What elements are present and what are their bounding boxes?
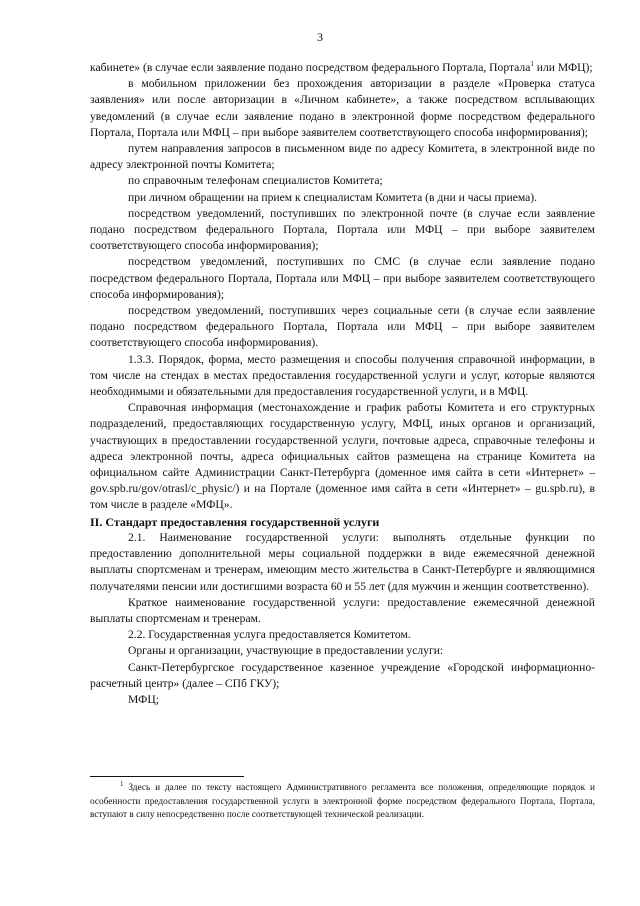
footnote-ref[interactable]: 1: [530, 60, 534, 69]
page-number: 3: [317, 30, 323, 44]
paragraph-2: в мобильном приложении без прохождения авторизации в разделе «Проверка статуса заявления» или после авторизации в «Личном кабинете», а также посредством всплывающих уведомлений (в случае если заявление подано в электронной форме посредством федерального Портала, Портала или МФЦ – при выборе заявителем соответствующего способа информирования);: [90, 77, 595, 139]
paragraph-7: посредством уведомлений, поступивших по СМС (в случае если заявление подано посредством федерального Портала, Портала или МФЦ – при выборе заявителем соответствующего способа информирования);: [90, 255, 595, 301]
paragraph-14: Органы и организации, участвующие в предоставлении услуги:: [128, 644, 444, 658]
footnote-marker: 1: [120, 779, 124, 788]
paragraph-5: при личном обращении на прием к специалистам Комитета (в дни и часы приема).: [128, 190, 538, 204]
paragraph-13: 2.2. Государственная услуга предоставляется Комитетом.: [128, 628, 411, 642]
paragraph-8: посредством уведомлений, поступивших через социальные сети (в случае если заявление подано посредством федерального Портала, Портала или МФЦ – при выборе заявителем соответствующего способа информирования).: [90, 304, 595, 350]
paragraph-4: по справочным телефонам специалистов Комитета;: [128, 174, 383, 188]
footnote-text: Здесь и далее по тексту настоящего Административного регламента все положения, определяющие порядок и особенности предоставления государственной услуги в электронной форме посредством федерального Портала, Портала, вступают в силу непосредственно после соответствующей технической реализации.: [90, 783, 595, 820]
footnote: [90, 779, 595, 823]
paragraph-9: 1.3.3. Порядок, форма, место размещения и способы получения справочной информации, в том числе на стендах в местах предоставления государственной услуги и услуг, которые являются необходимыми и обязательными для предоставления государственной услуги, и в МФЦ.: [90, 352, 595, 399]
paragraph-16: МФЦ;: [128, 692, 159, 706]
paragraph-12: Краткое наименование государственной услуги: предоставление ежемесячной денежной выплаты спортсменам и тренерам.: [90, 595, 595, 625]
paragraph-6: посредством уведомлений, поступивших по электронной почте (в случае если заявление подано посредством федерального Портала, Портала или МФЦ – при выборе заявителем соответствующего способа информирования);: [90, 206, 595, 253]
paragraph-10: Справочная информация (местонахождение и график работы Комитета и его структурных подразделений, предоставляющих государственную услугу, МФЦ, иных органов и организаций, участвующих в предоставлении государственной услуги, почтовые адреса, справочные телефоны и адреса электронной почты, адреса официальных сайтов размещена на странице Комитета на официальном сайте Администрации Санкт-Петербурга (доменное имя сайта в сети «Интернет» – gov.spb.ru/gov/otrasl/c_physic/) и на Портале (доменное имя сайта в сети «Интернет» – gu.spb.ru), в том числе в разделе «МФЦ».: [90, 401, 595, 512]
section-heading: II. Стандарт предоставления государственной услуги: [90, 514, 380, 529]
document-body: [90, 60, 595, 708]
paragraph-15: Санкт-Петербургское государственное казенное учреждение «Городской информационно-расчетный центр» (далее – СПб ГКУ);: [90, 660, 595, 690]
paragraph-3: путем направления запросов в письменном виде по адресу Комитета, в электронной виде по адресу электронной почты Комитета;: [90, 142, 595, 172]
paragraph-1: кабинете» (в случае если заявление подано посредством федерального Портала, Портала$^1$ или МФЦ);: [90, 60, 593, 74]
paragraph-11: 2.1. Наименование государственной услуги: выполнять отдельные функции по предоставлению дополнительной меры социальной поддержки в виде ежемесячной денежной выплаты спортсменам и тренерам, имеющим место жительства в Санкт-Петербурге и являющимися получателями пенсии или достигшими возраста 60 и 55 лет (для мужчин и женщин соответственно).: [90, 530, 595, 593]
footnote-separator: [90, 776, 244, 777]
